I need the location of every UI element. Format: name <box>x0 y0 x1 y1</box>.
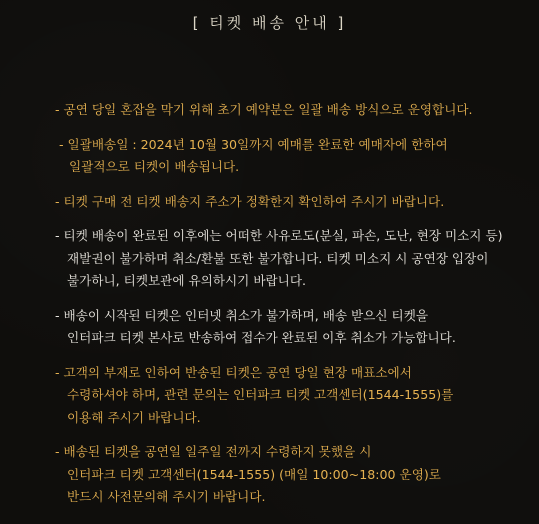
notice-line: 이용해 주시기 바랍니다. <box>67 409 201 425</box>
notice-line: 반드시 사전문의해 주시기 바랍니다. <box>67 489 266 504</box>
notice-line: - 공연 당일 혼잡을 막기 위해 초기 예약분은 일괄 배송 방식으로 운영합니다. <box>55 102 473 117</box>
notice-item-not-received <box>0 441 539 509</box>
notice-item-address-check <box>0 191 539 214</box>
notice-list <box>0 99 539 521</box>
notice-item-returned-ticket <box>0 362 539 430</box>
notice-line: 인터파크 티켓 본사로 반송하여 접수가 완료된 이후 취소가 가능합니다. <box>67 330 456 345</box>
notice-item-bulk-shipping <box>0 99 539 122</box>
notice-line: 인터파크 티켓 고객센터(1544-1555) (매일 10:00~18:00 운영)로 <box>67 466 441 482</box>
notice-line: - 티켓 배송이 완료된 이후에는 어떠한 사유로도(분실, 파손, 도난, 현장 미소지 등) <box>55 228 503 243</box>
notice-line: 수령하셔야 하며, 관련 문의는 인터파크 티켓 고객센터(1544-1555)를 <box>67 387 454 402</box>
page-title: [ 티켓 배송 안내 ] <box>192 14 347 32</box>
notice-line: - 배송된 티켓을 공연일 일주일 전까지 수령하지 못했을 시 <box>55 444 372 459</box>
notice-line: - 티켓 구매 전 티켓 배송지 주소가 정확한지 확인하여 주시기 바랍니다. <box>55 193 445 209</box>
notice-line: 재발권이 불가하며 취소/환불 또한 불가합니다. 티켓 미소지 시 공연장 입장이 <box>67 250 489 266</box>
notice-line: - 일괄배송일 : 2024년 10월 30일까지 예매를 완료한 예매자에 한하여 <box>59 136 448 152</box>
notice-item-shipping-date <box>0 134 539 179</box>
notice-item-no-reissue <box>0 225 539 293</box>
notice-line: - 배송이 시작된 티켓은 인터넷 취소가 불가하며, 배송 받으신 티켓을 <box>55 307 429 323</box>
notice-item-cancellation <box>0 305 539 350</box>
notice-line: 불가하니, 티켓보관에 유의하시기 바랍니다. <box>67 273 306 288</box>
notice-line: 일괄적으로 티켓이 배송됩니다. <box>69 159 240 174</box>
notice-line: - 고객의 부재로 인하여 반송된 티켓은 공연 당일 현장 매표소에서 <box>55 364 412 380</box>
